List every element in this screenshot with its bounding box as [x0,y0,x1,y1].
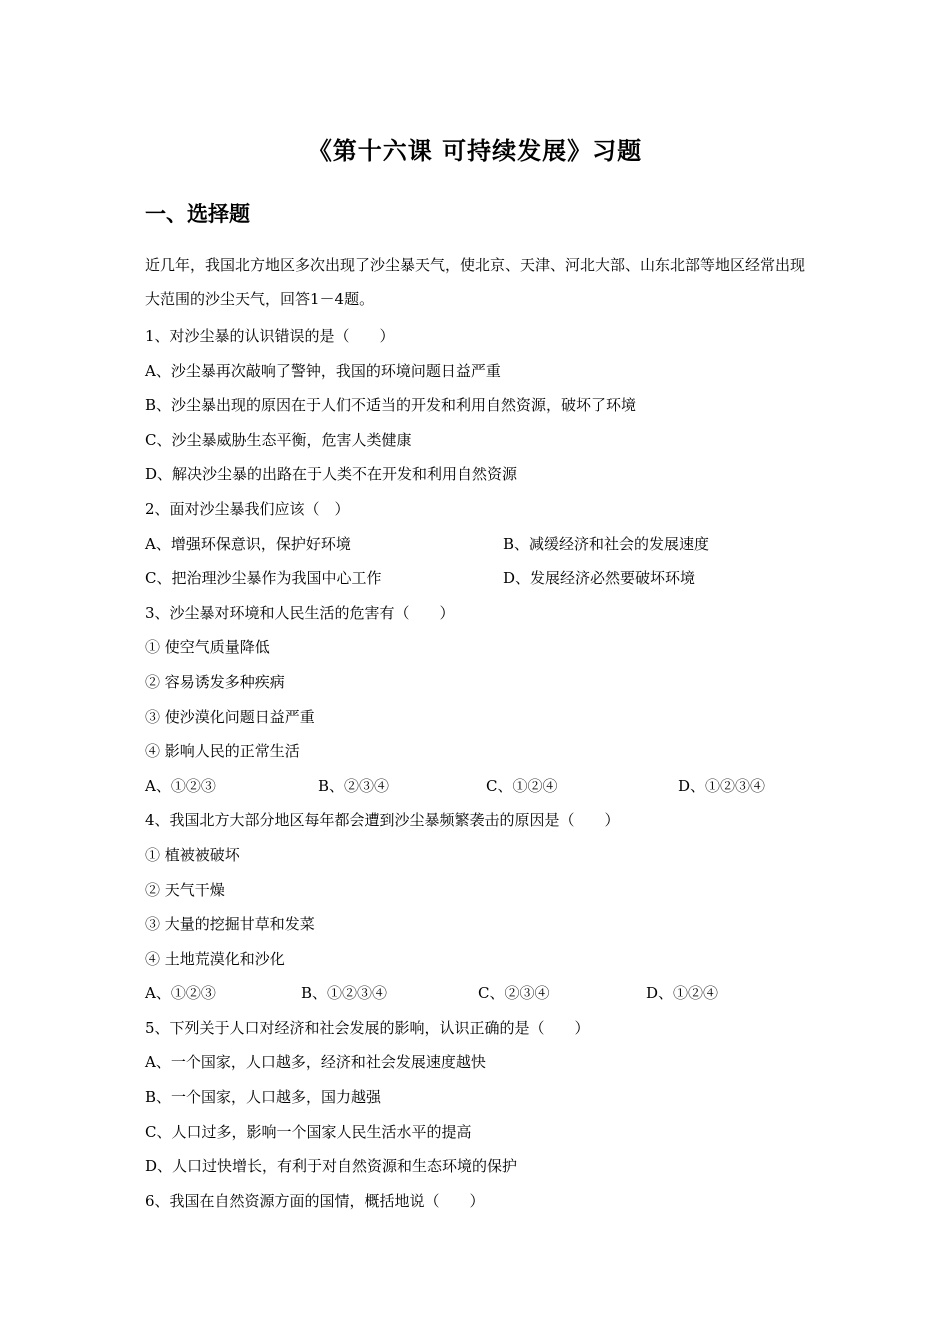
answer-option: D、人口过快增长，有利于对自然资源和生态环境的保护 [145,1157,518,1176]
answer-option: D、①②④ [646,984,719,1003]
statement-item: ① 使空气质量降低 [145,638,270,657]
answer-option: A、①②③ [145,984,216,1003]
answer-option: A、增强环保意识，保护好环境 [145,534,351,553]
answer-option: B、①②③④ [301,984,388,1003]
question-stem: 2、面对沙尘暴我们应该（ ） [145,499,350,518]
statement-item: ④ 影响人民的正常生活 [145,742,300,761]
document-body [145,248,810,1218]
document-title: 《第十六课 可持续发展》习题 [307,137,643,165]
statement-item: ② 天气干燥 [145,880,225,899]
answer-option: D、解决沙尘暴的出路在于人类不在开发和利用自然资源 [145,465,518,484]
answer-option: C、沙尘暴威胁生态平衡，危害人类健康 [145,430,412,449]
answer-option: C、①②④ [486,776,558,795]
options-row [145,976,810,1011]
options-row [145,769,810,804]
statement-item: ① 植被被破坏 [145,845,240,864]
answer-option: D、①②③④ [678,776,766,795]
question-stem: 6、我国在自然资源方面的国情，概括地说（ ） [145,1191,485,1210]
intro-paragraph: 近几年，我国北方地区多次出现了沙尘暴天气，使北京、天津、河北大部、山东北部等地区经常出现大范围的沙尘天气，回答1－4题。 [145,256,806,308]
options-row [145,527,810,562]
answer-option: A、沙尘暴再次敲响了警钟，我国的环境问题日益严重 [145,361,501,380]
statement-item: ③ 大量的挖掘甘草和发菜 [145,915,315,934]
question-stem: 1、对沙尘暴的认识错误的是（ ） [145,327,395,345]
question-stem: 3、沙尘暴对环境和人民生活的危害有（ ） [145,603,455,622]
statement-item: ④ 土地荒漠化和沙化 [145,949,285,968]
answer-option: A、一个国家，人口越多，经济和社会发展速度越快 [145,1053,486,1072]
answer-option: C、把治理沙尘暴作为我国中心工作 [145,569,382,588]
answer-option: B、②③④ [318,776,390,795]
section-heading: 一、选择题 [145,202,250,226]
answer-option: B、沙尘暴出现的原因在于人们不适当的开发和利用自然资源，破坏了环境 [145,396,637,415]
question-stem: 5、下列关于人口对经济和社会发展的影响，认识正确的是（ ） [145,1018,590,1037]
answer-option: C、②③④ [478,984,550,1003]
statement-item: ③ 使沙漠化问题日益严重 [145,707,315,726]
answer-option: C、人口过多，影响一个国家人民生活水平的提高 [145,1122,472,1141]
statement-item: ② 容易诱发多种疾病 [145,672,285,691]
answer-option: B、一个国家，人口越多，国力越强 [145,1088,382,1107]
answer-option: B、减缓经济和社会的发展速度 [503,534,710,553]
options-row [145,561,810,596]
answer-option: A、①②③ [145,776,216,795]
question-stem: 4、我国北方大部分地区每年都会遭到沙尘暴频繁袭击的原因是（ ） [145,811,620,830]
answer-option: D、发展经济必然要破坏环境 [503,569,696,588]
